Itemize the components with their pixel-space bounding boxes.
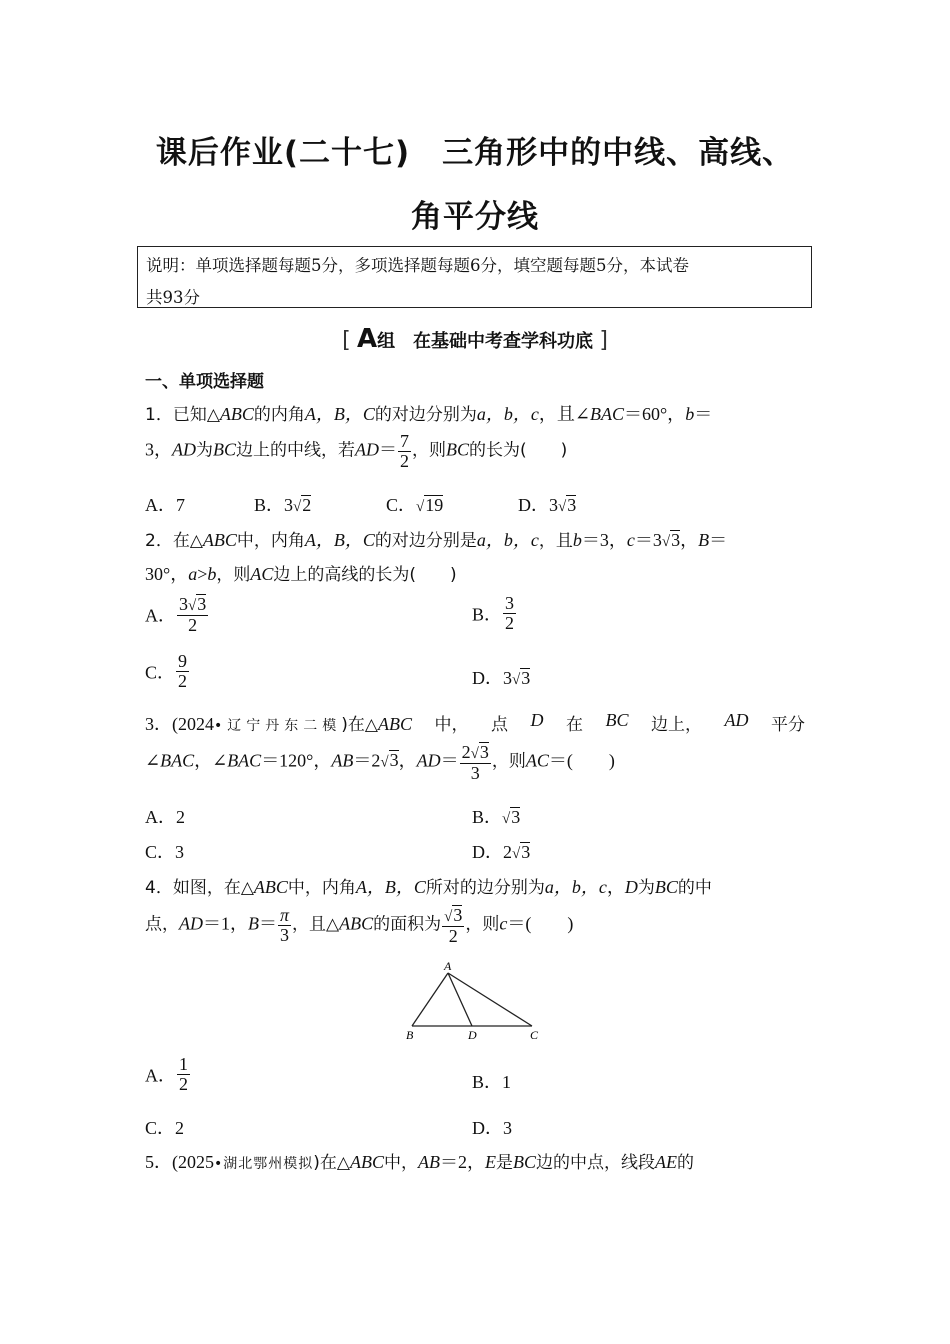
q1-option-a[interactable]: A．7: [145, 495, 185, 515]
section-title: 一、单项选择题: [145, 372, 264, 392]
q2-line1: 2．在△ABC中，内角A，B，C的对边分别是a，b，c，且b＝3，c＝3√3，B＝: [145, 530, 728, 551]
q4-option-c[interactable]: C．2: [145, 1118, 185, 1138]
q1-line1: 1．已知△ABC的内角A，B，C的对边分别为a，b，c，且∠BAC＝60°，b＝: [145, 404, 713, 425]
q3-option-b[interactable]: B．√3: [472, 807, 521, 827]
group-label: 组 在基础中考查学科功底: [377, 331, 594, 352]
label-b: B: [406, 1028, 414, 1042]
label-c: C: [530, 1028, 539, 1042]
q4-fraction-area: $\frac{√3}{2}$: [444, 905, 463, 946]
q4-line2: 点，AD＝1，B＝ $\frac{\pi}{3}$ ，且△ABC的面积为 $\frac{√3}{2}$ ，则c＝( ): [145, 904, 574, 946]
q2-option-d[interactable]: D．3√3: [472, 668, 531, 688]
label-d: D: [468, 1028, 477, 1042]
q1-option-c[interactable]: C．√19: [386, 495, 444, 515]
q2-option-b[interactable]: B． $\frac{3}{2}$: [472, 593, 515, 633]
q4-option-d[interactable]: D．3: [472, 1118, 512, 1138]
group-header: [0, 324, 950, 354]
label-a: A: [444, 959, 452, 973]
q2-line2: 30°，a>b，则AC边上的高线的长为( ): [145, 564, 457, 585]
q3-option-c[interactable]: C．3: [145, 842, 185, 862]
q2-option-a[interactable]: A． $\frac{3√3}{2}$: [145, 594, 207, 635]
q5-line1: 5．(2025•湖北鄂州模拟)在△ABC中，AB＝2，E是BC边的中点，线段AE的: [145, 1152, 694, 1173]
group-letter: A: [356, 324, 378, 354]
q3-line2: ∠BAC，∠BAC＝120°，AB＝2√3，AD＝ $\frac{2√3}{3}$ ，则AC＝( ): [145, 742, 615, 783]
q1-line2: 3，AD为BC边上的中线，若AD＝ $\frac{7}{2}$ ，则BC的长为( ): [145, 431, 568, 471]
q1-option-b[interactable]: B．3√2: [254, 495, 312, 515]
q3-option-a[interactable]: A．2: [145, 807, 185, 827]
triangle-figure: [400, 958, 550, 1046]
q1-option-d[interactable]: D．3√3: [518, 495, 577, 515]
q3-option-d[interactable]: D．2√3: [472, 842, 531, 862]
q3-line1: 3．(2024•辽宁丹东二模)在△ABC 中， 点 D 在 BC 边上， AD 平分: [145, 710, 805, 735]
right-bracket: ]: [599, 328, 608, 353]
q3-fraction: $\frac{2√3}{3}$: [461, 742, 489, 783]
q4-option-b[interactable]: B．1: [472, 1072, 512, 1092]
q1-fraction: $\frac{7}{2}$: [400, 431, 410, 471]
q4-option-a[interactable]: A． $\frac{1}{2}$: [145, 1054, 188, 1094]
left-bracket: [: [342, 328, 351, 353]
page-title: 课后作业(二十七) 三角形中的中线、高线、: [155, 135, 795, 171]
q4-fraction-pi: $\frac{\pi}{3}$: [280, 904, 290, 945]
note-line1: 说明：单项选择题每题5分，多项选择题每题6分，填空题每题5分，本试卷: [146, 256, 689, 275]
note-line2: 共93分: [146, 288, 200, 307]
q2-option-c[interactable]: C． $\frac{9}{2}$: [145, 651, 188, 691]
side-ab: [412, 973, 448, 1026]
page-title-line2: 角平分线: [411, 199, 539, 235]
q4-line1: 4．如图，在△ABC中，内角A，B，C所对的边分别为a，b，c，D为BC的中: [145, 877, 712, 898]
